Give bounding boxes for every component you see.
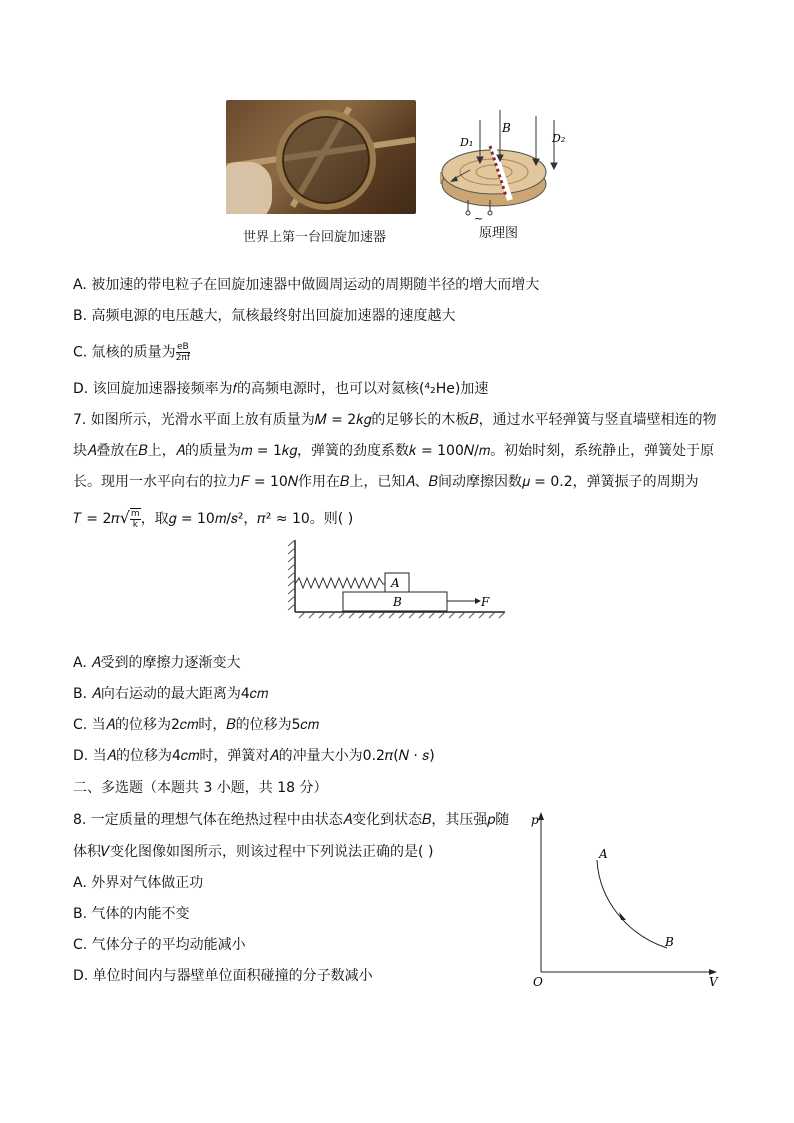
q6-option-a: A. 被加速的带电粒子在回旋加速器中做圆周运动的周期随半径的增大而增大	[73, 277, 540, 293]
origin-label: O	[533, 975, 543, 989]
photo-ring	[276, 110, 376, 210]
q6-option-c	[73, 342, 190, 363]
period-formula: 𝑇 = 2𝜋	[73, 511, 120, 527]
sqrt-denominator: k	[132, 520, 138, 530]
section-heading: 二、多选题（本题共 3 小题，共 18 分）	[73, 780, 328, 796]
photo-hand	[226, 162, 272, 214]
q8-stem-line1: 8. 一定质量的理想气体在绝热过程中由状态𝐴变化到状态𝐵，其压强𝑝随	[73, 812, 510, 828]
label-d1: D₁	[460, 136, 474, 149]
spring-block-figure	[285, 540, 510, 620]
cyclotron-diagram	[440, 100, 580, 225]
q7-stem-line1: 7. 如图所示，光滑水平面上放有质量为𝑀 = 2𝑘𝑔的足够长的木板𝐵，通过水平轻弹簧与竖直墙壁相连的物	[73, 412, 717, 428]
q7-option-b: B. 𝐴向右运动的最大距离为4𝑐𝑚	[73, 686, 269, 702]
state-a-label: A	[599, 847, 608, 861]
diagram-caption: 原理图	[479, 226, 519, 241]
q7-stem-line2: 块𝐴叠放在𝐵上，𝐴的质量为𝑚 = 1𝑘𝑔，弹簧的劲度系数𝑘 = 100𝑁/𝑚。初始时刻，系统静止，弹簧处于原	[73, 443, 715, 459]
q8-option-c: C. 气体分子的平均动能减小	[73, 937, 246, 953]
q6-option-c-text: C. 氚核的质量为	[73, 344, 176, 361]
fraction-denominator: 2πf	[175, 353, 191, 363]
v-axis-label: V	[709, 975, 718, 989]
spring	[295, 578, 385, 588]
q7-option-c: C. 当𝐴的位移为2𝑐𝑚时，𝐵的位移为5𝑐𝑚	[73, 717, 320, 733]
q6-option-b: B. 高频电源的电压越大，氚核最终射出回旋加速器的速度越大	[73, 308, 456, 324]
sqrt-numerator: m	[130, 509, 140, 519]
q8-option-a: A. 外界对气体做正功	[73, 875, 204, 891]
photo-caption: 世界上第一台回旋加速器	[243, 230, 387, 245]
q7-option-a: A. 𝐴受到的摩擦力逐渐变大	[73, 655, 241, 671]
process-arrow	[619, 912, 626, 920]
q7-stem-line4-suffix: ，取𝑔 = 10𝑚/𝑠²，𝜋² ≈ 10。则( )	[140, 511, 354, 527]
q7-stem-line4	[73, 508, 353, 530]
force-label: F	[481, 595, 490, 609]
q7-option-d: D. 当𝐴的位移为4𝑐𝑚时，弹簧对𝐴的冲量大小为0.2𝜋(𝑁 · 𝑠)	[73, 748, 435, 764]
p-axis-arrow	[538, 812, 544, 820]
process-curve	[597, 860, 667, 948]
label-ac: ~	[474, 212, 484, 225]
sqrt-fraction	[130, 508, 141, 530]
q8-option-b: B. 气体的内能不变	[73, 906, 190, 922]
p-axis-label: p	[531, 813, 539, 827]
q7-stem-line3: 长。现用一水平向右的拉力𝐹 = 10𝑁作用在𝐵上，已知𝐴、𝐵间动摩擦因数𝜇 = 0.2，弹簧振子的周期为	[73, 474, 699, 490]
pv-graph	[525, 808, 725, 990]
q6-option-d: D. 该回旋加速器接频率为𝑓的高频电源时，也可以对氦核(⁴₂He)加速	[73, 381, 489, 397]
label-d2: D₂	[552, 132, 566, 145]
cyclotron-photo	[226, 100, 416, 214]
block-a-label: A	[391, 576, 400, 590]
board-b-label: B	[393, 595, 402, 609]
fraction-numerator: eB	[176, 342, 189, 352]
mass-fraction	[176, 342, 190, 363]
q8-option-d: D. 单位时间内与器壁单位面积碰撞的分子数减小	[73, 968, 373, 984]
label-b: B	[502, 121, 511, 135]
sqrt-sign: √	[119, 508, 130, 527]
floor-hatching	[299, 612, 505, 618]
terminal	[466, 211, 470, 215]
terminal	[488, 211, 492, 215]
state-b-label: B	[665, 935, 674, 949]
q8-stem-line2: 体积𝑉变化图像如图所示，则该过程中下列说法正确的是( )	[73, 844, 434, 860]
wall-hatching	[288, 540, 295, 610]
